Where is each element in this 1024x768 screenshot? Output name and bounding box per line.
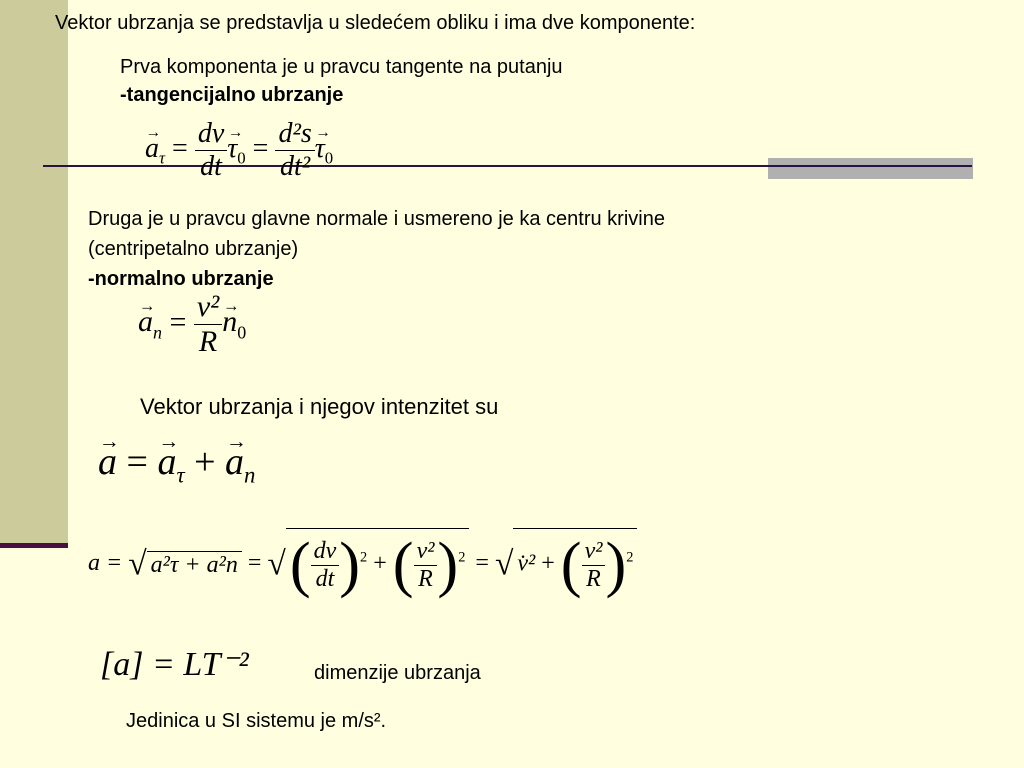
vector-intro-text: Vektor ubrzanja i njegov intenzitet su bbox=[140, 394, 499, 419]
numerator: d²s bbox=[275, 118, 314, 151]
tau-subscript: τ bbox=[176, 462, 185, 488]
tangential-label: -tangencijalno ubrzanje bbox=[120, 84, 344, 106]
sidebar-decoration bbox=[0, 0, 68, 543]
a-vector: → a bbox=[138, 305, 153, 339]
normal-formula bbox=[138, 290, 246, 359]
numerator: dv bbox=[311, 538, 340, 566]
numerator: v² bbox=[414, 538, 438, 566]
n-subscript: n bbox=[153, 322, 162, 343]
equals: = bbox=[247, 550, 262, 577]
a-n-vector: → a bbox=[225, 440, 244, 484]
a-vector: → a bbox=[98, 440, 117, 484]
denominator: dt² bbox=[280, 151, 311, 182]
a-vector: → a bbox=[145, 133, 159, 165]
normal-label: -normalno ubrzanje bbox=[88, 268, 274, 290]
d2s-dt2-fraction bbox=[275, 118, 314, 183]
plus: + bbox=[541, 550, 555, 577]
exponent: 2 bbox=[458, 549, 466, 566]
exponent: 2 bbox=[360, 549, 368, 566]
gray-accent-box bbox=[768, 158, 973, 179]
equals: = bbox=[475, 550, 489, 577]
v2-over-r-fraction bbox=[194, 290, 222, 359]
denominator: dt bbox=[200, 151, 222, 182]
tau-subscript: τ bbox=[159, 148, 166, 168]
numerator: v² bbox=[194, 290, 222, 325]
sidebar-accent-bar bbox=[0, 543, 68, 548]
denominator: R bbox=[198, 325, 218, 358]
a-equals: a = bbox=[88, 550, 123, 577]
sum-of-squares: a²τ + a²n bbox=[147, 551, 242, 579]
second-component-line2: (centripetalno ubrzanje) bbox=[88, 238, 299, 260]
equals: = bbox=[252, 132, 269, 164]
n-subscript: n bbox=[244, 462, 256, 488]
sqrt-body: v̇² + ( $\frac{\text{v²}}{R}$ )$^2$ bbox=[513, 528, 637, 601]
denominator: R bbox=[418, 565, 433, 592]
equals: = bbox=[126, 441, 148, 483]
si-unit-text: Jedinica u SI sistemu je m/s². bbox=[126, 710, 387, 732]
plus: + bbox=[373, 550, 387, 577]
tangential-formula bbox=[145, 118, 333, 183]
second-component-line1: Druga je u pravcu glavne normale i usmereno je ka centru krivine bbox=[88, 208, 665, 230]
zero-subscript: 0 bbox=[237, 148, 246, 168]
numerator: v² bbox=[582, 538, 606, 566]
n-vector: → n bbox=[222, 305, 237, 339]
zero-subscript: 0 bbox=[237, 322, 247, 343]
denominator: R bbox=[586, 565, 601, 592]
v-dot-squared: v̇² bbox=[517, 550, 536, 577]
sqrt-icon: √ bbox=[267, 545, 286, 583]
dv-dt-fraction bbox=[195, 118, 227, 183]
dimension-label: dimenzije ubrzanja bbox=[314, 662, 481, 684]
a-tau-vector: → a bbox=[157, 440, 176, 484]
exponent: 2 bbox=[626, 549, 634, 566]
sqrt-body: ( $\frac{dv}{dt}$ )$^2$ + ( $\frac{\text{v²}}{R}$ )$^2$ bbox=[286, 528, 470, 601]
numerator: dv bbox=[195, 118, 227, 151]
tau-vector: → τ bbox=[315, 133, 325, 165]
sqrt-icon: √ bbox=[128, 545, 147, 583]
plus: + bbox=[194, 441, 216, 483]
equals: = bbox=[172, 132, 188, 164]
dimension-formula: [a] = LT⁻² bbox=[100, 646, 249, 683]
tau-vector: → τ bbox=[227, 133, 237, 165]
first-component-text: Prva komponenta je u pravcu tangente na putanju bbox=[120, 56, 563, 78]
magnitude-formula bbox=[88, 528, 637, 601]
equals: = bbox=[169, 305, 187, 339]
denominator: dt bbox=[315, 565, 335, 592]
intro-text: Vektor ubrzanja se predstavlja u sledećem obliku i ima dve komponente: bbox=[55, 12, 696, 34]
sqrt-icon: √ bbox=[494, 545, 514, 583]
vector-sum-formula bbox=[98, 440, 255, 489]
zero-subscript: 0 bbox=[324, 148, 334, 168]
